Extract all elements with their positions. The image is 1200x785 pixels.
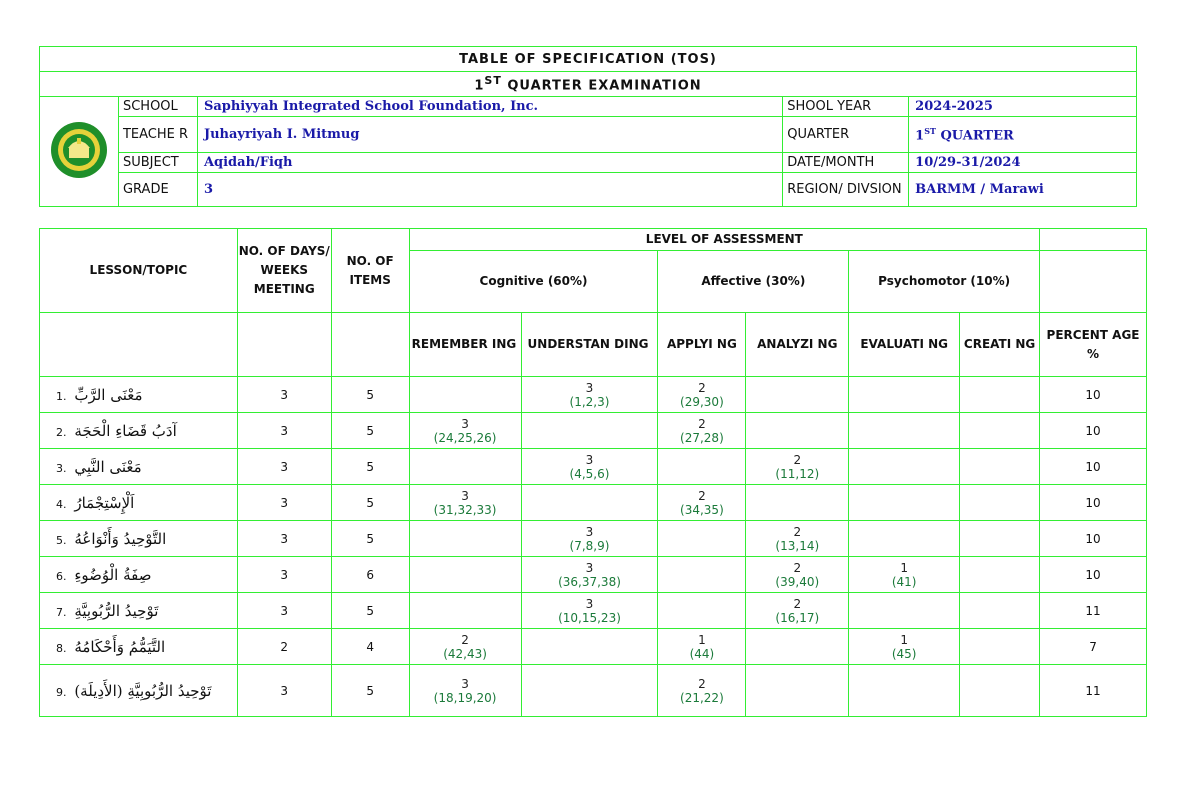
topic-number: 4. (56, 497, 67, 511)
days-blank-cell (237, 313, 331, 377)
table-row (40, 449, 1147, 485)
school-value: Saphiyyah Integrated School Foundation, Inc. (197, 97, 782, 117)
und-count: 3 (585, 452, 594, 467)
region-value: BARMM / Marawi (909, 173, 1137, 207)
topic-cell (40, 665, 238, 717)
percentage-header: PERCENT AGE % (1040, 313, 1147, 377)
app-count: 2 (698, 416, 706, 431)
und-item-numbers: (1,2,3) (569, 394, 610, 409)
cre-cell (960, 521, 1040, 557)
topic-rows (40, 377, 1147, 717)
analyzing-header: ANALYZI NG (746, 313, 849, 377)
und-cell (521, 377, 658, 413)
app-item-numbers: (29,30) (680, 394, 724, 409)
table-row (40, 593, 1147, 629)
applying-header: APPLYI NG (658, 313, 746, 377)
app-cell (658, 413, 746, 449)
percentage-cell: 10 (1040, 413, 1147, 449)
und-cell (521, 557, 658, 593)
percentage-cell: 10 (1040, 377, 1147, 413)
und-cell (521, 485, 658, 521)
app-item-numbers: (44) (689, 646, 715, 661)
affective-header: Affective (30%) (658, 251, 849, 313)
items-blank-cell (331, 313, 409, 377)
ana-cell (746, 593, 849, 629)
date-label: DATE/MONTH (783, 153, 909, 173)
und-item-numbers: (36,37,38) (558, 574, 621, 589)
table-row (40, 665, 1147, 717)
subject-value: Aqidah/Fiqh (197, 153, 782, 173)
rem-count: 3 (461, 676, 469, 691)
items-cell: 5 (331, 377, 409, 413)
rem-cell (409, 665, 521, 717)
topic-text: مَعْنَى الرَّبِّ (74, 385, 143, 404)
table-row (40, 485, 1147, 521)
topic-number: 6. (56, 569, 67, 583)
topic-number: 8. (56, 641, 67, 655)
eva-cell (849, 665, 960, 717)
days-cell: 3 (237, 449, 331, 485)
date-value: 10/29-31/2024 (909, 153, 1137, 173)
und-cell (521, 629, 658, 665)
rem-cell (409, 485, 521, 521)
topic-cell (40, 377, 238, 413)
ana-cell (746, 521, 849, 557)
understanding-header: UNDERSTAN DING (521, 313, 658, 377)
items-cell: 5 (331, 413, 409, 449)
ana-item-numbers: (11,12) (775, 466, 820, 481)
percentage-cell: 11 (1040, 665, 1147, 717)
topic-number: 3. (56, 461, 67, 475)
app-cell (658, 521, 746, 557)
app-cell (658, 485, 746, 521)
und-count: 3 (585, 596, 594, 611)
days-cell: 3 (237, 413, 331, 449)
subject-label: SUBJECT (118, 153, 197, 173)
tos-table (39, 228, 1147, 717)
evaluating-header: EVALUATI NG (849, 313, 960, 377)
region-label: REGION/ DIVSION (783, 173, 909, 207)
document-title: TABLE OF SPECIFICATION (TOS) (40, 47, 1137, 72)
app-cell (658, 665, 746, 717)
rem-item-numbers: (31,32,33) (433, 502, 497, 517)
percentage-cell: 10 (1040, 557, 1147, 593)
ana-count: 2 (793, 560, 802, 575)
school-year-label: SHOOL YEAR (783, 97, 909, 117)
days-cell: 3 (237, 485, 331, 521)
ana-count: 2 (793, 524, 802, 539)
document-subtitle (40, 72, 1137, 97)
und-item-numbers: (4,5,6) (569, 466, 610, 481)
rem-item-numbers: (18,19,20) (433, 690, 497, 705)
items-cell: 6 (331, 557, 409, 593)
rem-cell (409, 557, 521, 593)
rem-cell (409, 629, 521, 665)
topic-text: التَّوْحِيدُ وَأَنْوَاعُهُ (74, 529, 167, 548)
eva-cell (849, 629, 960, 665)
creating-header: CREATI NG (960, 313, 1040, 377)
grade-label: GRADE (118, 173, 197, 207)
col-days: NO. OF DAYS/ WEEKS MEETING (237, 229, 331, 313)
topic-cell (40, 485, 238, 521)
subtitle-number: 1 (474, 78, 485, 94)
cre-cell (960, 557, 1040, 593)
topic-text: تَوْحِيدُ الرُّبُوبِيَّةِ (74, 601, 159, 620)
topic-blank-cell (40, 313, 238, 377)
col-lesson-topic: LESSON/TOPIC (40, 229, 238, 313)
ana-cell (746, 377, 849, 413)
days-cell: 3 (237, 665, 331, 717)
topic-text: صِفَةُ الْوُضُوءِ (74, 565, 152, 584)
eva-count: 1 (900, 632, 908, 647)
percentage-cell: 10 (1040, 485, 1147, 521)
table-row (40, 413, 1147, 449)
rem-count: 3 (461, 416, 469, 431)
topic-number: 5. (56, 533, 67, 547)
level-blank-cell (1040, 229, 1147, 251)
percentage-cell: 10 (1040, 521, 1147, 557)
ana-item-numbers: (39,40) (775, 574, 820, 589)
ana-count: 2 (793, 452, 802, 467)
app-count: 1 (698, 632, 706, 647)
cre-cell (960, 413, 1040, 449)
percentage-cell: 10 (1040, 449, 1147, 485)
und-cell (521, 593, 658, 629)
ana-item-numbers: (16,17) (775, 610, 820, 625)
eva-item-numbers: (41) (891, 574, 917, 589)
cre-cell (960, 665, 1040, 717)
rem-cell (409, 413, 521, 449)
app-cell (658, 377, 746, 413)
topic-cell (40, 629, 238, 665)
rem-cell (409, 521, 521, 557)
school-logo (49, 120, 109, 180)
cre-cell (960, 449, 1040, 485)
eva-cell (849, 485, 960, 521)
subtitle-text: QUARTER EXAMINATION (507, 78, 702, 94)
items-cell: 5 (331, 593, 409, 629)
cre-cell (960, 629, 1040, 665)
eva-cell (849, 593, 960, 629)
topic-text: مَعْنَى النَّبِي (74, 457, 142, 476)
rem-item-numbers: (42,43) (443, 646, 487, 661)
items-cell: 4 (331, 629, 409, 665)
days-cell: 3 (237, 521, 331, 557)
ana-cell (746, 557, 849, 593)
cre-cell (960, 485, 1040, 521)
remembering-header: REMEMBER ING (409, 313, 521, 377)
table-row (40, 521, 1147, 557)
items-cell: 5 (331, 449, 409, 485)
topic-number: 1. (56, 389, 67, 403)
items-cell: 5 (331, 665, 409, 717)
table-row (40, 377, 1147, 413)
ana-cell (746, 449, 849, 485)
topic-text: اَلْإِسْتِجْمَارُ (74, 493, 135, 512)
ana-cell (746, 413, 849, 449)
psychomotor-header: Psychomotor (10%) (849, 251, 1040, 313)
eva-cell (849, 521, 960, 557)
quarter-label: QUARTER (783, 117, 909, 153)
topic-number: 2. (56, 425, 67, 439)
eva-cell (849, 413, 960, 449)
school-year-value: 2024-2025 (909, 97, 1137, 117)
table-row (40, 557, 1147, 593)
app-item-numbers: (21,22) (680, 690, 724, 705)
days-cell: 2 (237, 629, 331, 665)
items-cell: 5 (331, 485, 409, 521)
percentage-cell: 11 (1040, 593, 1147, 629)
rem-count: 3 (461, 488, 469, 503)
eva-count: 1 (900, 560, 908, 575)
cre-cell (960, 593, 1040, 629)
cognitive-header: Cognitive (60%) (409, 251, 658, 313)
teacher-value: Juhayriyah I. Mitmug (197, 117, 782, 153)
und-cell (521, 449, 658, 485)
days-cell: 3 (237, 377, 331, 413)
und-cell (521, 665, 658, 717)
topic-text: التَّيَمُّمُ وَأَحْكَامُهُ (74, 637, 166, 656)
topic-cell (40, 449, 238, 485)
eva-item-numbers: (45) (891, 646, 917, 661)
app-cell (658, 557, 746, 593)
topic-cell (40, 413, 238, 449)
eva-cell (849, 377, 960, 413)
topic-cell (40, 593, 238, 629)
cre-cell (960, 377, 1040, 413)
items-cell: 5 (331, 521, 409, 557)
und-count: 3 (585, 560, 594, 575)
col-items: NO. OF ITEMS (331, 229, 409, 313)
header-table (39, 46, 1137, 207)
days-cell: 3 (237, 593, 331, 629)
grade-value: 3 (197, 173, 782, 207)
und-item-numbers: (7,8,9) (569, 538, 610, 553)
table-row (40, 629, 1147, 665)
app-item-numbers: (27,28) (680, 430, 724, 445)
rem-cell (409, 449, 521, 485)
rem-cell (409, 377, 521, 413)
ana-cell (746, 629, 849, 665)
topic-text: تَوْحِيدُ الرُّبُوبِيَّةِ (الأَدِيلَة) (74, 681, 212, 700)
topic-number: 7. (56, 605, 67, 619)
topic-number: 9. (56, 685, 67, 699)
rem-count: 2 (461, 632, 469, 647)
quarter-number: 1 (915, 128, 925, 144)
ana-cell (746, 485, 849, 521)
teacher-label: TEACHE R (118, 117, 197, 153)
app-item-numbers: (34,35) (680, 502, 724, 517)
topic-text: آدَبُ قَضَاءِ الْحَجَة (74, 421, 177, 440)
app-count: 2 (698, 676, 706, 691)
und-item-numbers: (10,15,23) (558, 610, 621, 625)
app-cell (658, 629, 746, 665)
eva-cell (849, 449, 960, 485)
app-count: 2 (698, 488, 706, 503)
und-cell (521, 521, 658, 557)
quarter-text: QUARTER (940, 128, 1014, 144)
topic-cell (40, 521, 238, 557)
ana-count: 2 (793, 596, 802, 611)
level-of-assessment: LEVEL OF ASSESSMENT (409, 229, 1039, 251)
app-cell (658, 593, 746, 629)
quarter-superscript: ST (924, 125, 936, 136)
und-count: 3 (585, 524, 594, 539)
und-cell (521, 413, 658, 449)
ana-cell (746, 665, 849, 717)
percentage-cell: 7 (1040, 629, 1147, 665)
rem-cell (409, 593, 521, 629)
school-logo-cell (40, 97, 119, 207)
topic-cell (40, 557, 238, 593)
app-cell (658, 449, 746, 485)
app-count: 2 (698, 380, 706, 395)
subtitle-superscript: ST (484, 74, 502, 88)
rem-item-numbers: (24,25,26) (433, 430, 497, 445)
school-label: SCHOOL (118, 97, 197, 117)
und-count: 3 (585, 380, 594, 395)
ana-item-numbers: (13,14) (775, 538, 820, 553)
percent-blank-cell (1040, 251, 1147, 313)
eva-cell (849, 557, 960, 593)
quarter-value (909, 117, 1137, 153)
days-cell: 3 (237, 557, 331, 593)
